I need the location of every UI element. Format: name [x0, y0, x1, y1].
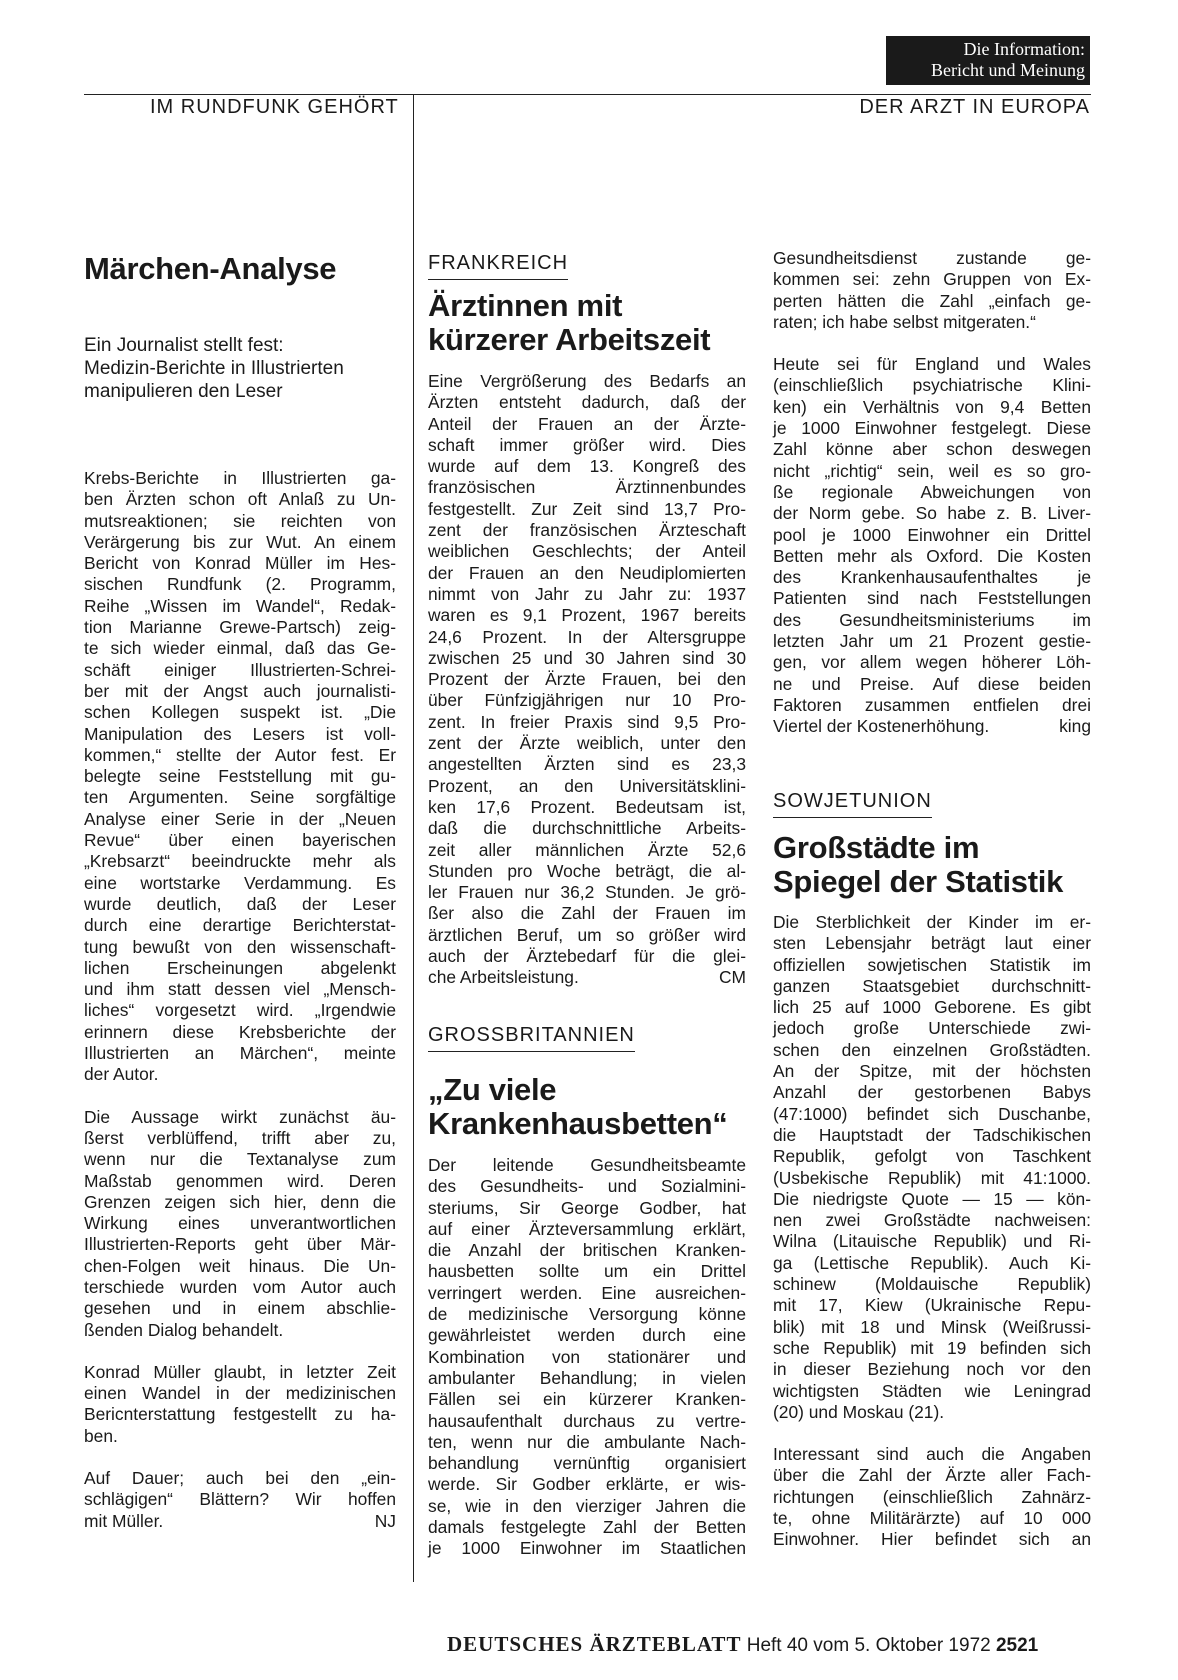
text-line: schen Kollegen suspekt ist. „Die [84, 702, 396, 723]
text-line: kommen sei: zehn Gruppen von Ex- [773, 269, 1091, 290]
section-tag: SOWJETUNION [773, 789, 1091, 818]
text-line: ken 17,6 Prozent. Bedeutsam ist, [428, 796, 746, 817]
article-subhead: Ein Journalist stellt fest: Medizin-Berichte in Illustrierten manipulieren den Leser [84, 335, 344, 402]
text-line: zent der französischen Ärzteschaft [428, 520, 746, 541]
text-line: gewährleistet werden durch eine [428, 1325, 746, 1346]
text-line: Analyse einer Serie in der „Neuen [84, 808, 396, 829]
text-line: che Arbeitsleistung. CM [428, 967, 746, 988]
text-line: Ärzten entsteht dadurch, daß der [428, 392, 746, 413]
text-line: eine wortstarke Verdammung. Es [84, 872, 396, 893]
text-line: Grenzen zeigen sich hier, denn die [84, 1191, 396, 1212]
text-line: 24,6 Prozent. In der Altersgruppe [428, 626, 746, 647]
paragraph [84, 468, 396, 1086]
paragraph [84, 1107, 396, 1341]
text-line: und ihm statt dessen viel „Mensch- [84, 979, 396, 1000]
text-line: ber mit der Angst auch journalisti- [84, 680, 396, 701]
text-line: „Krebsarzt“ beeindruckte mehr als [84, 851, 396, 872]
paragraph [773, 1444, 1091, 1550]
column-divider [413, 94, 414, 1582]
text-line: ße regionale Abweichungen von [773, 481, 1091, 502]
text-line: schaft immer größer wird. Dies [428, 434, 746, 455]
text-line: französischen Ärztinnenbundes [428, 477, 746, 498]
text-line: zwischen 25 und 30 Jahren sind 30 [428, 647, 746, 668]
text-line: werde. Sir Godber erklärte, er wis- [428, 1474, 746, 1495]
text-line: nimmt von Jahr zu Jahr zu: 1937 [428, 583, 746, 604]
section-tag: FRANKREICH [428, 251, 746, 280]
text-line: Prozent der Ärzte Frauen, bei den [428, 669, 746, 690]
text-line: ganzen Staatsgebiet durchschnitt- [773, 975, 1091, 996]
text-line: mutsreaktionen; sie reichten von [84, 510, 396, 531]
text-line: des Gesundheitsministeriums im [773, 609, 1091, 630]
text-line: erinnern diese Krebsberichte der [84, 1021, 396, 1042]
text-line: daß die durchschnittliche Arbeits- [428, 818, 746, 839]
text-line: Eine Vergrößerung des Bedarfs an [428, 371, 746, 391]
text-line: perten hätten die Zahl „einfach ge- [773, 290, 1091, 311]
text-line: der Norm gebe. So habe z. B. Liver- [773, 503, 1091, 524]
text-line: (47:1000) befindet sich Duschanbe, [773, 1103, 1091, 1124]
text-line: Anzahl der gestorbenen Babys [773, 1082, 1091, 1103]
text-line: Prozent, an den Universitätsklini- [428, 775, 746, 796]
text-line: letzten Jahr um 21 Prozent gestie- [773, 631, 1091, 652]
article-body-continued [773, 248, 1091, 759]
text-line: wurde auf dem 13. Kongreß des [428, 456, 746, 477]
text-line: Manipulation des Lesers ist voll- [84, 723, 396, 744]
text-line: Wirkung eines unverantwortlichen [84, 1213, 396, 1234]
text-line: terschiede wurden vom Autor auch [84, 1276, 396, 1297]
text-line: Die niedrigste Quote — 15 — kön- [773, 1188, 1091, 1209]
text-line: Kombination von stationärer und [428, 1346, 746, 1367]
text-line: je 1000 Einwohner festgelegt. Diese [773, 418, 1091, 439]
text-line: ben. [84, 1425, 118, 1446]
text-line: mit 17, Kiew (Ukrainische Repu- [773, 1295, 1091, 1316]
text-line: Maßstab genommen wird. Deren [84, 1170, 396, 1191]
text-line: einen Wandel in der medizinischen [84, 1383, 396, 1404]
article-headline: Großstädte im Spiegel der Statistik [773, 830, 1064, 899]
header-rule-right [414, 94, 1091, 95]
text-line: behandlung vernünftig organisiert [428, 1453, 746, 1474]
text-line: Fällen sei ein kürzerer Kranken- [428, 1389, 746, 1410]
text-line: raten; ich habe selbst mitgeraten.“ [773, 311, 1036, 332]
rubric-line-1: Die Information: [963, 39, 1085, 59]
text-line: Konrad Müller glaubt, in letzter Zeit [84, 1361, 396, 1382]
text-line: Illustrierten an Märchen“, meinte [84, 1043, 396, 1064]
text-line: in dieser Beziehung noch vor den [773, 1359, 1091, 1380]
paragraph [773, 248, 1091, 333]
text-line: Viertel der Kostenerhöhung. king [773, 716, 1091, 737]
text-line: waren es 9,1 Prozent, 1967 bereits [428, 605, 746, 626]
text-line: gen, vor allem wegen höherer Löh- [773, 652, 1091, 673]
text-line: steriums, Sir George Godber, hat [428, 1197, 746, 1218]
text-line: zent. In freier Praxis sind 9,5 Pro- [428, 711, 746, 732]
text-line: ambulanter Behandlung; in vielen [428, 1367, 746, 1388]
text-line: ben Ärzten schon oft Anlaß zu Un- [84, 489, 396, 510]
text-line: lichen Erscheinungen abgelenkt [84, 957, 396, 978]
text-line: kommen,“ stellte der Autor fest. Er [84, 744, 396, 765]
paragraph [773, 354, 1091, 737]
text-line: An der Spitze, mit der höchsten [773, 1061, 1091, 1082]
text-line: Krebs-Berichte in Illustrierten ga- [84, 468, 396, 488]
text-line: verringert werden. Eine ausreichen- [428, 1282, 746, 1303]
text-line: Auf Dauer; auch bei den „ein- [84, 1468, 396, 1489]
text-line: Gesundheitsdienst zustande ge- [773, 248, 1091, 268]
text-line: Einwohner. Hier befindet sich an [773, 1529, 1091, 1550]
text-line: die Hauptstadt der Tadschikischen [773, 1124, 1091, 1145]
text-line: wurde deutlich, daß der Leser [84, 893, 396, 914]
paragraph [84, 1362, 396, 1447]
page-number: 2521 [995, 1635, 1039, 1656]
text-line: wenn nur die Textanalyse zum [84, 1149, 396, 1170]
text-line: zeit aller männlichen Ärzte 52,6 [428, 839, 746, 860]
text-line: (Usbekische Republik) mit 41:1000. [773, 1167, 1091, 1188]
publication-name: DEUTSCHES ÄRZTEBLATT [447, 1632, 742, 1656]
text-line: zent der Ärzte weiblich, unter den [428, 733, 746, 754]
text-line: de medizinische Versorgung könne [428, 1304, 746, 1325]
paragraph [84, 1468, 396, 1532]
text-line: Bericnterstattung festgestellt zu ha- [84, 1404, 396, 1425]
section-tag: GROSSBRITANNIEN [428, 1023, 746, 1052]
text-line: angestellten Ärzten sind es 23,3 [428, 754, 746, 775]
text-line: sten Lebensjahr beträgt laut einer [773, 933, 1091, 954]
text-line: tion Marianne Grewe-Partsch) zeig- [84, 617, 396, 638]
text-line: belegte seine Feststellung mit gu- [84, 766, 396, 787]
text-line: blik) mit 18 und Minsk (Weißrussi- [773, 1316, 1091, 1337]
text-line: ßenden Dialog behandelt. [84, 1319, 284, 1340]
article-body [428, 1155, 746, 1581]
page-footer [447, 1632, 1090, 1657]
text-line: auf einer Ärzteversammlung erklärt, [428, 1218, 746, 1239]
issue-info: Heft 40 vom 5. Oktober 1972 [746, 1635, 991, 1656]
text-line: über die Zahl der Ärzte aller Fach- [773, 1465, 1091, 1486]
text-line: richtungen (einschließlich Zahnärz- [773, 1486, 1091, 1507]
paragraph [428, 1155, 746, 1560]
text-line: Anteil der Frauen an der Ärzte- [428, 413, 746, 434]
text-line: Revue“ über einen bayerischen [84, 830, 396, 851]
text-line: Illustrierten-Reports geht über Mär- [84, 1234, 396, 1255]
text-line: ten, wenn nur die ambulante Nach- [428, 1431, 746, 1452]
text-line: schinew (Moldauische Republik) [773, 1274, 1091, 1295]
article-headline: „Zu viele Krankenhausbetten“ [428, 1072, 728, 1141]
text-line: Republik, gefolgt von Taschkent [773, 1146, 1091, 1167]
text-line: Stunden pro Woche beträgt, die al- [428, 860, 746, 881]
text-line: des Krankenhausaufenthaltes je [773, 567, 1091, 588]
article-headline: Ärztinnen mit kürzerer Arbeitszeit [428, 288, 711, 357]
text-line: wichtigsten Städten wie Leningrad [773, 1380, 1091, 1401]
text-line: damals festgelegte Zahl der Betten [428, 1517, 746, 1538]
text-line: ken) ein Verhältnis von 9,4 Betten [773, 396, 1091, 417]
text-line: ärztlichen Beruf, um so größer wird [428, 924, 746, 945]
text-line: hausbetten sollte um ein Drittel [428, 1261, 746, 1282]
text-line: liches“ vorgesetzt wird. „Irgendwie [84, 1000, 396, 1021]
text-line: te, ohne Militärärzte) auf 10 000 [773, 1508, 1091, 1529]
text-line: Bericht von Konrad Müller im Hes- [84, 553, 396, 574]
text-line: ga (Lettische Republik). Auch Ki- [773, 1252, 1091, 1273]
text-line: tung bewußt von den wissenschaft- [84, 936, 396, 957]
text-line: se, wie in den vierziger Jahren die [428, 1495, 746, 1516]
text-line: Der leitende Gesundheitsbeamte [428, 1155, 746, 1175]
text-line: Faktoren zusammen entfielen drei [773, 694, 1091, 715]
section-label-left: IM RUNDFUNK GEHÖRT [150, 96, 399, 118]
text-line: hausaufenthalt durchaus zu vertre- [428, 1410, 746, 1431]
text-line: ten Argumenten. Seine sorgfältige [84, 787, 396, 808]
text-line: der Frauen an den Neudiplomierten [428, 562, 746, 583]
text-line: chen-Folgen weit hinaus. Die Un- [84, 1255, 396, 1276]
text-line: weiblichen Geschlechts; der Anteil [428, 541, 746, 562]
article-body [428, 371, 746, 1010]
text-line: ne und Preise. Auf diese beiden [773, 673, 1091, 694]
text-line: te sich wieder einmal, daß das Ge- [84, 638, 396, 659]
text-line: auch der Ärztebedarf für die glei- [428, 946, 746, 967]
text-line: festgestellt. Zur Zeit sind 13,7 Pro- [428, 498, 746, 519]
paragraph [773, 912, 1091, 1423]
text-line: pool je 1000 Einwohner ein Drittel [773, 524, 1091, 545]
text-line: Patienten sind nach Feststellungen [773, 588, 1091, 609]
text-line: über Fünfzigjährigen nur 10 Pro- [428, 690, 746, 711]
text-line: nen zwei Großstädte nachweisen: [773, 1210, 1091, 1231]
text-line: schäft einiger Illustrierten-Schrei- [84, 659, 396, 680]
author-initials: CM [718, 967, 746, 988]
text-line: ler Frauen nur 36,2 Stunden. Je grö- [428, 882, 746, 903]
text-line: schlägigen“ Blättern? Wir hoffen [84, 1489, 396, 1510]
text-line: je 1000 Einwohner im Staatlichen [428, 1538, 746, 1559]
article-headline: Märchen-Analyse [84, 251, 337, 286]
text-line: ßerst verblüffend, trifft aber zu, [84, 1127, 396, 1148]
rubric-line-2: Bericht und Meinung [931, 60, 1085, 80]
text-line: Die Sterblichkeit der Kinder im er- [773, 912, 1091, 932]
header-rule-left [84, 94, 414, 95]
text-line: gesehen und in einem abschlie- [84, 1298, 396, 1319]
text-line: der Autor. [84, 1064, 159, 1085]
text-line: Die Aussage wirkt zunächst äu- [84, 1106, 396, 1127]
text-line: (einschließlich psychiatrische Klini- [773, 375, 1091, 396]
text-line: offiziellen sowjetischen Statistik im [773, 954, 1091, 975]
text-line: Wilna (Litauische Republik) und Ri- [773, 1231, 1091, 1252]
text-line: Heute sei für England und Wales [773, 354, 1091, 375]
author-initials: king [1059, 716, 1091, 737]
text-line: Reihe „Wissen im Wandel“, Redak- [84, 595, 396, 616]
paragraph [428, 371, 746, 989]
text-line: Verärgerung bis zur Wut. An einem [84, 531, 396, 552]
text-line: Betten mehr als Oxford. Die Kosten [773, 545, 1091, 566]
text-line: sischen Rundfunk (2. Programm, [84, 574, 396, 595]
text-line: sche Republik) mit 19 befinden sich [773, 1337, 1091, 1358]
text-line: Zahl könne aber schon deswegen [773, 439, 1091, 460]
section-label-right: DER ARZT IN EUROPA [859, 96, 1090, 118]
article-body [84, 468, 396, 1553]
text-line: durch eine derartige Berichterstat- [84, 915, 396, 936]
text-line: ßer also die Zahl der Frauen im [428, 903, 746, 924]
text-line: (20) und Moskau (21). [773, 1401, 945, 1422]
text-line: jedoch große Unterschiede zwi- [773, 1018, 1091, 1039]
text-line: des Gesundheits- und Sozialmini- [428, 1176, 746, 1197]
article-body [773, 912, 1091, 1572]
text-line: nicht „richtig“ sein, weil es so gro- [773, 460, 1091, 481]
rubric-badge [886, 36, 1090, 85]
text-line: lich 25 auf 1000 Geborene. Es gibt [773, 997, 1091, 1018]
text-line: Interessant sind auch die Angaben [773, 1444, 1091, 1465]
text-line: schen den einzelnen Großstädten. [773, 1039, 1091, 1060]
author-initials: NJ [374, 1510, 396, 1531]
text-line: mit Müller. NJ [84, 1510, 396, 1531]
text-line: die Anzahl der britischen Kranken- [428, 1240, 746, 1261]
